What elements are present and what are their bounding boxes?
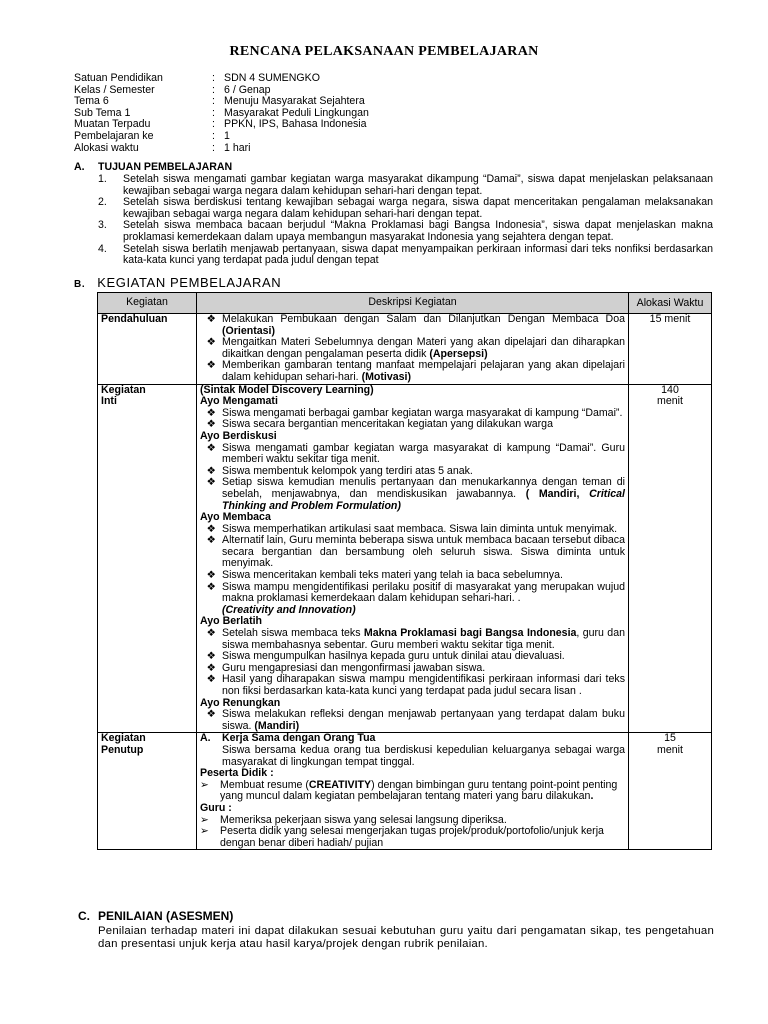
item-text: Siswa membentuk kelompok yang terdiri atas 5 anak.	[222, 464, 473, 477]
section-a-heading	[74, 162, 232, 174]
kerjasama-text: Siswa bersama kedua orang tua berdiskusi kepedulian keluarganya sebagai warga masyarakat di lingkungan tempat tinggal.	[222, 743, 625, 768]
document-title: RENCANA PELAKSANAAN PEMBELAJARAN	[229, 44, 539, 59]
info-label: Sub Tema 1	[74, 106, 131, 119]
diamond-bullet-icon: ❖	[206, 359, 216, 372]
info-separator: :	[212, 83, 215, 96]
item-text: Siswa mengamati gambar kegiatan warga masyarakat di kampung “Damai”. Guru memberi waktu sekitar tiga menit.	[222, 441, 625, 466]
section-title: PENILAIAN (ASESMEN)	[98, 909, 234, 923]
list-item	[200, 826, 625, 849]
section-c-heading	[78, 911, 233, 923]
subheading: Ayo Renungkan	[200, 696, 281, 709]
section-letter: A.	[74, 161, 85, 173]
diamond-bullet-icon: ❖	[206, 661, 216, 674]
diamond-bullet-icon: ❖	[206, 476, 216, 489]
row-time	[629, 733, 712, 850]
diamond-bullet-icon: ❖	[206, 336, 216, 349]
subheading: Guru :	[200, 801, 232, 814]
diamond-bullet-icon: ❖	[206, 441, 216, 454]
row-label-line: Penutup	[101, 743, 144, 756]
list-item	[200, 314, 625, 337]
item-number: A.	[200, 732, 211, 745]
row-description	[197, 733, 629, 850]
list-item	[200, 443, 625, 466]
item-tag: (Motivasi)	[361, 370, 412, 383]
time-value: 140	[661, 383, 679, 396]
info-separator: :	[212, 141, 215, 154]
table-row	[98, 384, 712, 733]
table-row	[98, 733, 712, 850]
list-item	[200, 628, 625, 651]
row-time	[629, 384, 712, 733]
time-unit: menit	[657, 395, 683, 408]
arrow-bullet-icon: ➢	[200, 825, 209, 838]
item-text: Siswa mampu mengidentifikasi perilaku positif di masyarakat yang merupakan wujud makna proklamasi kemerdekaan dalam kehidupan sehari-hari. .	[222, 580, 625, 605]
info-value: 1 hari	[224, 141, 251, 154]
diamond-bullet-icon: ❖	[206, 650, 216, 663]
item-text: Alternatif lain, Guru meminta beberapa siswa untuk membaca bacaan tersebut dibaca secara bergantian dan bersambung oleh seluruh siswa. Siswa diminta untuk menyimak.	[222, 534, 625, 570]
subheading: Ayo Berlatih	[200, 615, 263, 628]
arrow-bullet-icon: ➢	[200, 813, 209, 826]
info-value: SDN 4 SUMENGKO	[224, 72, 320, 84]
row-label-line: Kegiatan	[101, 732, 146, 745]
info-label: Alokasi waktu	[74, 141, 139, 154]
item-text: Mengaitkan Materi Sebelumnya dengan Materi yang akan dipelajari dan diharapkan dikaitkan dengan pengalaman peserta didik	[222, 336, 625, 360]
section-letter: C.	[78, 909, 90, 923]
diamond-bullet-icon: ❖	[206, 313, 216, 325]
diamond-bullet-icon: ❖	[206, 418, 216, 431]
info-row	[74, 143, 369, 155]
model-heading: (Sintak Model Discovery Learning)	[200, 383, 374, 396]
info-separator: :	[212, 95, 215, 108]
info-row	[74, 73, 369, 85]
item-tag: (Creativity and Innovation)	[222, 603, 356, 616]
section-b-heading	[74, 277, 281, 291]
item-tag: .	[590, 790, 594, 803]
item-number: 1.	[98, 173, 107, 185]
diamond-bullet-icon: ❖	[206, 708, 216, 721]
subheading: Ayo Mengamati	[200, 395, 278, 408]
section-title: TUJUAN PEMBELAJARAN	[98, 161, 233, 173]
info-value: 6 / Genap	[224, 83, 271, 96]
diamond-bullet-icon: ❖	[206, 534, 216, 547]
info-label: Kelas / Semester	[74, 83, 155, 96]
list-item	[200, 582, 625, 617]
item-tag: Critical Thinking and Problem Formulation)	[222, 487, 625, 512]
list-item	[200, 780, 625, 803]
item-text: Siswa memperhatikan artikulasi saat membaca. Siswa lain diminta untuk menyimak.	[222, 522, 618, 535]
row-label-line: Inti	[101, 395, 117, 408]
info-separator: :	[212, 106, 215, 119]
list-item	[200, 337, 625, 360]
item-text: Setelah siswa mengamati gambar kegiatan warga masyarakat dikampung “Damai”, siswa dapat menjelaskan pelaksanaan kewajiban sebagai warga negara dalam kehidupan sehari-hari dengan tepat.	[123, 173, 713, 197]
item-text: Siswa mengumpulkan hasilnya kepada guru untuk dinilai atau dievaluasi.	[222, 650, 565, 663]
diamond-bullet-icon: ❖	[206, 673, 216, 686]
section-letter: B.	[74, 279, 86, 290]
column-header: Alokasi Waktu	[629, 293, 712, 314]
info-value: Masyarakat Peduli Lingkungan	[224, 106, 369, 119]
diamond-bullet-icon: ❖	[206, 522, 216, 535]
item-text: Peserta didik yang selesai mengerjakan tugas projek/produk/portofolio/unjuk kerja dengan benar diberi hadiah/ pujian	[220, 825, 604, 849]
item-tag: Makna Proklamasi bagi Bangsa Indonesia	[363, 627, 577, 640]
item-number: 2.	[98, 196, 107, 209]
item-tag: CREATIVITY	[308, 778, 372, 791]
item-text: Memberikan gambaran tentang manfaat mempelajari pelajaran yang akan dipelajari dalam kehidupan sehari-hari.	[222, 359, 625, 383]
row-label	[98, 384, 197, 733]
item-text: Siswa menceritakan kembali teks materi yang telah ia baca sebelumnya.	[222, 569, 563, 582]
item-text: , guru dan siswa membahasnya sebentar. Guru memberi waktu sekitar tiga menit.	[222, 627, 625, 651]
item-tag: (Mandiri)	[254, 719, 300, 732]
info-value: 1	[224, 129, 230, 142]
info-value: Menuju Masyarakat Sejahtera	[224, 95, 365, 108]
table-row	[98, 314, 712, 385]
list-item	[98, 220, 713, 243]
item-tag: ( Mandiri,	[525, 487, 580, 500]
table-header-row	[98, 293, 712, 314]
item-text: Hasil yang diharapakan siswa mampu mengidentifikasi perkiraan informasi dari teks non fiksi berdasarkan kata-kata kunci yang terdapat pada judul secara lisan .	[222, 673, 625, 697]
item-number: 3.	[98, 219, 107, 232]
info-label: Satuan Pendidikan	[74, 72, 163, 84]
list-item	[200, 360, 625, 383]
row-label: Pendahuluan	[98, 314, 197, 385]
section-title: KEGIATAN PEMBELAJARAN	[97, 275, 282, 290]
item-text: Setelah siswa membaca bacaan berjudul “Makna Proklamasi bagi Bangsa Indonesia”, siswa dapat menjelaskan makna proklamasi kemerdekaan dalam upaya membangun masyarakat Indonesia yang sejahtera dengan tepat.	[123, 219, 713, 243]
info-separator: :	[212, 72, 215, 84]
list-item	[98, 197, 713, 220]
diamond-bullet-icon: ❖	[206, 580, 216, 593]
item-tag: (Apersepsi)	[429, 347, 488, 360]
tujuan-list	[98, 174, 713, 267]
item-text: Setelah siswa berdiskusi tentang kewajiban sebagai warga negara, siswa dapat menceritakan pengalaman melaksanakan kewajiban sebagai warga negara dalam kehidupan sehari-hari dengan tepat.	[123, 196, 713, 220]
row-label-line: Kegiatan	[101, 383, 146, 396]
info-block	[74, 73, 369, 154]
item-number: 4.	[98, 242, 107, 255]
item-text: ) dengan bimbingan guru tentang point-point penting yang muncul dalam kegiatan pembelajaran tentang materi yang baru dilakukan	[220, 778, 618, 803]
info-label: Muatan Terpadu	[74, 118, 151, 131]
info-separator: :	[212, 118, 215, 131]
info-label: Pembelajaran ke	[74, 129, 154, 142]
column-header: Deskripsi Kegiatan	[197, 293, 629, 314]
subheading: Ayo Berdiskusi	[200, 429, 277, 442]
diamond-bullet-icon: ❖	[206, 569, 216, 582]
info-separator: :	[212, 129, 215, 142]
item-text: Guru mengapresiasi dan mengonfirmasi jawaban siswa.	[222, 661, 486, 674]
diamond-bullet-icon: ❖	[206, 627, 216, 640]
info-value: PPKN, IPS, Bahasa Indonesia	[224, 118, 367, 131]
list-item	[98, 244, 713, 267]
kegiatan-table	[97, 292, 712, 850]
item-text: Membuat resume (	[220, 778, 309, 791]
item-text: Siswa melakukan refleksi dengan menjawab pertanyaan yang terdapat dalam buku siswa.	[222, 708, 625, 732]
time-unit: menit	[657, 743, 683, 756]
row-label	[98, 733, 197, 850]
subheading: Ayo Membaca	[200, 511, 271, 524]
list-item	[98, 174, 713, 197]
item-text: Melakukan Pembukaan dengan Salam dan Dilanjutkan Dengan Membaca Doa	[222, 313, 625, 325]
item-text: Setelah siswa membaca teks	[222, 627, 364, 640]
list-item	[200, 674, 625, 697]
diamond-bullet-icon: ❖	[206, 406, 216, 419]
item-text: Memeriksa pekerjaan siswa yang selesai langsung diperiksa.	[220, 813, 507, 826]
list-item	[200, 535, 625, 570]
item-tag: (Orientasi)	[222, 324, 275, 337]
row-description	[197, 384, 629, 733]
info-row	[74, 131, 369, 143]
item-text: Setelah siswa berlatih menjawab pertanyaan, siswa dapat menyampaikan perkiraan informasi dari teks nonfiksi berdasarkan kata-kata kunci yang terdapat pada judul dengan tepat	[123, 242, 713, 267]
list-item	[200, 709, 625, 732]
column-header: Kegiatan	[98, 293, 197, 314]
item-text: Siswa mengamati berbagai gambar kegiatan warga masyarakat di kampung “Damai”.	[222, 406, 623, 419]
subheading-text: Kerja Sama dengan Orang Tua	[222, 732, 376, 745]
diamond-bullet-icon: ❖	[206, 464, 216, 477]
arrow-bullet-icon: ➢	[200, 778, 209, 791]
info-label: Tema 6	[74, 95, 109, 108]
row-description	[197, 314, 629, 385]
list-item	[200, 477, 625, 512]
item-text: Siswa secara bergantian menceritakan kegiatan yang dilakukan warga	[222, 418, 553, 431]
item-text: Setiap siswa kemudian menulis pertanyaan dan menukarkannya dengan teman di sebelah, menjawabnya, dan mendiskusikan jawabannya.	[222, 476, 625, 500]
penilaian-text: Penilaian terhadap materi ini dapat dilakukan sesuai kebutuhan guru yaitu dari pengamatan sikap, tes pengetahuan dan presentasi unjuk kerja atau hasil karya/projek dengan rubrik penilaian.	[98, 925, 714, 950]
row-time: 15 menit	[629, 314, 712, 385]
time-value: 15	[664, 732, 676, 745]
subheading: Peserta Didik :	[200, 767, 274, 780]
